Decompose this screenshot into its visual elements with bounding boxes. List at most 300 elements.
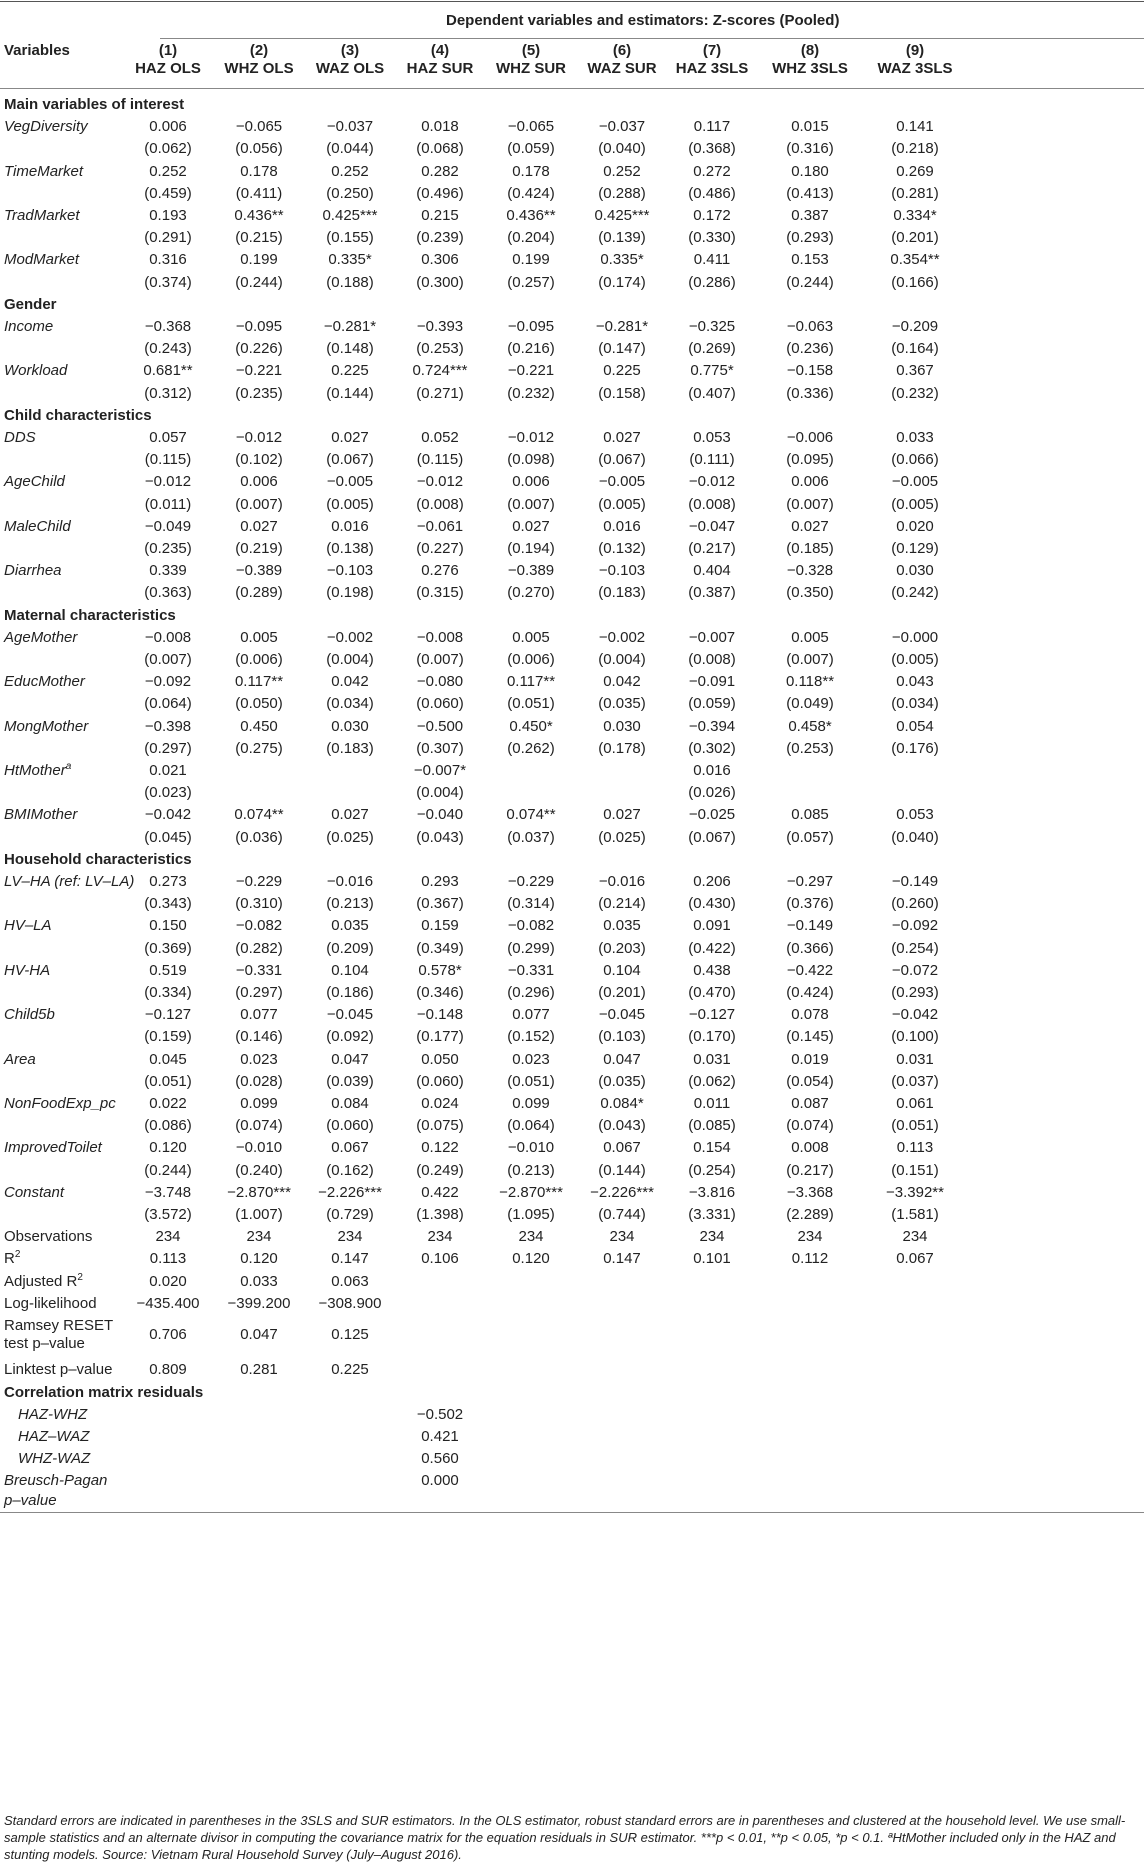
coef-value: 0.045 <box>149 1050 187 1068</box>
coef-value: 0.154 <box>693 1139 731 1157</box>
coef-value: −0.065 <box>235 118 283 136</box>
std-error: (0.037) <box>507 828 555 846</box>
std-error: (0.343) <box>144 895 192 913</box>
coef-value: 0.120 <box>149 1139 187 1157</box>
corr-label: HAZ-WHZ <box>18 1405 88 1423</box>
coef-value: −0.007 <box>688 628 736 646</box>
std-error: (0.004) <box>416 784 464 802</box>
std-error: (0.051) <box>144 1072 192 1090</box>
coef-value: 0.206 <box>693 873 731 890</box>
coef-value: −2.870*** <box>499 1183 563 1201</box>
std-error: (0.244) <box>786 273 834 291</box>
coef-value: 0.030 <box>603 717 641 735</box>
coef-value: −0.008 <box>416 628 464 646</box>
std-error: (0.170) <box>688 1028 736 1046</box>
stat-value: 0.281 <box>240 1361 278 1379</box>
std-error: (0.203) <box>598 939 646 957</box>
std-error: (0.334) <box>144 984 192 1001</box>
coef-value: −0.072 <box>891 961 939 979</box>
coef-value: 0.067 <box>331 1139 369 1157</box>
row-label: Workload <box>4 362 68 380</box>
std-error: (0.293) <box>891 984 939 1001</box>
stat-value: 234 <box>797 1228 823 1246</box>
coef-value: 0.016 <box>331 517 369 535</box>
coef-value: 0.035 <box>331 917 369 935</box>
coef-value: −0.368 <box>144 318 192 335</box>
coef-value: 0.172 <box>693 207 731 224</box>
std-error: (0.007) <box>235 495 283 513</box>
std-error: (0.102) <box>235 451 283 469</box>
std-error: (0.060) <box>416 1072 464 1090</box>
std-error: (0.011) <box>144 495 192 513</box>
std-error: (0.059) <box>688 695 736 713</box>
stat-label: Adjusted $R^2$ <box>4 1271 83 1290</box>
std-error: (0.289) <box>235 584 283 602</box>
std-error: (0.068) <box>416 140 464 158</box>
std-error: (0.244) <box>144 1161 192 1179</box>
row-label: Income <box>4 318 54 335</box>
std-error: (0.424) <box>507 184 555 202</box>
std-error: (0.235) <box>144 540 192 557</box>
std-error: (0.242) <box>891 584 939 602</box>
std-error: (0.363) <box>144 584 192 602</box>
std-error: (0.166) <box>891 273 939 291</box>
coef-value: −2.226*** <box>590 1183 654 1201</box>
coef-value: 0.027 <box>603 429 641 446</box>
corr-value: 0.560 <box>421 1450 459 1468</box>
row-label: AgeChild <box>4 473 65 491</box>
std-error: (0.129) <box>891 540 939 557</box>
coef-value: −0.331 <box>235 961 283 979</box>
coef-value: 0.027 <box>331 429 369 446</box>
std-error: (0.008) <box>688 651 736 668</box>
bp-value: 0.000 <box>421 1472 459 1490</box>
coef-value: 0.354** <box>890 251 940 269</box>
std-error: (0.035) <box>598 1072 646 1090</box>
std-error: (0.744) <box>598 1206 646 1223</box>
std-error: (0.162) <box>326 1161 374 1179</box>
row-label: DDS <box>4 429 36 446</box>
std-error: (0.144) <box>326 384 374 402</box>
coef-value: 0.150 <box>149 917 187 935</box>
coef-value: 0.425*** <box>594 207 650 224</box>
std-error: (0.226) <box>235 340 283 358</box>
std-error: (0.036) <box>235 828 283 846</box>
section-heading: Child characteristics <box>4 406 152 424</box>
coef-value: −0.037 <box>326 118 374 136</box>
column-number: (3) <box>340 42 360 59</box>
std-error: (0.100) <box>891 1028 939 1046</box>
std-error: (0.262) <box>507 739 555 757</box>
row-label: Diarrhea <box>4 562 62 580</box>
std-error: (0.085) <box>688 1117 736 1135</box>
coef-value: −0.091 <box>688 673 736 691</box>
std-error: (0.006) <box>507 651 555 668</box>
stat-value: 0.106 <box>421 1250 459 1268</box>
stat-value: 234 <box>699 1228 725 1246</box>
std-error: (0.054) <box>786 1072 834 1090</box>
coef-value: 0.252 <box>149 162 187 180</box>
coef-value: −0.297 <box>786 873 834 890</box>
std-error: (0.217) <box>688 540 736 557</box>
coef-value: 0.016 <box>603 517 641 535</box>
row-label: Area <box>4 1050 36 1068</box>
std-error: (0.074) <box>235 1117 283 1135</box>
section-heading: Main variables of interest <box>4 96 185 113</box>
coef-value: 0.335* <box>600 251 644 269</box>
std-error: (0.729) <box>326 1206 374 1223</box>
std-error: (0.045) <box>144 828 192 846</box>
std-error: (0.315) <box>416 584 464 602</box>
coef-value: 0.215 <box>421 207 459 224</box>
stat-value: 0.033 <box>240 1272 278 1290</box>
coef-value: −0.394 <box>688 717 736 735</box>
std-error: (0.007) <box>416 651 464 668</box>
std-error: (0.151) <box>891 1161 939 1179</box>
std-error: (0.158) <box>598 384 646 402</box>
std-error: (0.185) <box>786 540 834 557</box>
column-number: (4) <box>430 42 450 59</box>
coef-value: −0.010 <box>235 1139 283 1157</box>
coef-value: 0.180 <box>791 162 829 180</box>
std-error: (0.051) <box>507 1072 555 1090</box>
coef-value: 0.276 <box>421 562 459 580</box>
std-error: (0.007) <box>507 495 555 513</box>
stat-value: 0.809 <box>149 1361 187 1379</box>
stat-label: Linktest p–value <box>4 1361 113 1379</box>
std-error: (0.111) <box>689 451 735 469</box>
std-error: (0.336) <box>786 384 834 402</box>
coef-value: 0.272 <box>693 162 731 180</box>
stat-value: 0.113 <box>149 1250 187 1268</box>
coef-value: −0.149 <box>891 873 939 890</box>
row-label: AgeMother <box>4 628 78 646</box>
stat-value: 234 <box>337 1228 363 1246</box>
coef-value: −2.226*** <box>318 1183 382 1201</box>
std-error: (0.051) <box>891 1117 939 1135</box>
std-error: (0.422) <box>688 939 736 957</box>
column-name: HAZ 3SLS <box>675 60 749 77</box>
std-error: (0.040) <box>598 140 646 158</box>
column-name: WAZ OLS <box>315 60 385 77</box>
corr-value: −0.502 <box>416 1405 464 1423</box>
coef-value: 0.159 <box>421 917 459 935</box>
std-error: (0.064) <box>144 695 192 713</box>
coef-value: 0.681** <box>143 362 193 380</box>
std-error: (0.164) <box>891 340 939 358</box>
stat-value: −435.400 <box>136 1294 200 1312</box>
coef-value: 0.458* <box>788 717 832 735</box>
coef-value: −0.002 <box>598 628 646 646</box>
std-error: (0.218) <box>891 140 939 158</box>
coef-value: −0.281* <box>323 318 377 335</box>
std-error: (0.152) <box>507 1028 555 1046</box>
stat-value: −399.200 <box>227 1294 291 1312</box>
coef-value: 0.006 <box>512 473 550 491</box>
std-error: (0.057) <box>786 828 834 846</box>
coef-value: 0.031 <box>693 1050 731 1068</box>
bottom-rule <box>0 1512 1144 1513</box>
row-label: MaleChild <box>4 517 71 535</box>
coef-value: −0.158 <box>786 362 834 380</box>
coef-value: 0.436** <box>506 207 556 224</box>
coef-value: 0.047 <box>331 1050 369 1068</box>
coef-value: 0.027 <box>791 517 829 535</box>
coef-value: −0.092 <box>144 673 192 691</box>
coef-value: 0.053 <box>896 806 934 824</box>
coef-value: 0.027 <box>240 517 278 535</box>
stat-label-line2: test p–value <box>4 1335 85 1352</box>
std-error: (0.346) <box>416 984 464 1001</box>
coef-value: 0.334* <box>893 207 937 224</box>
coef-value: 0.020 <box>896 517 934 535</box>
row-label: HV–LA <box>4 917 52 935</box>
coef-value: 0.178 <box>512 162 550 180</box>
std-error: (0.312) <box>144 384 192 402</box>
spanner-rule <box>160 38 1144 39</box>
std-error: (0.007) <box>786 651 834 668</box>
coef-value: 0.316 <box>149 251 187 269</box>
coef-value: 0.024 <box>421 1095 459 1112</box>
coef-value: 0.016 <box>693 762 731 779</box>
spanner-header: Dependent variables and estimators: Z-scores (Pooled) <box>446 12 840 29</box>
std-error: (0.260) <box>891 895 939 913</box>
coef-value: −0.148 <box>416 1006 464 1024</box>
coef-value: 0.030 <box>331 717 369 735</box>
std-error: (0.293) <box>786 229 834 247</box>
std-error: (0.270) <box>507 584 555 602</box>
variables-header: Variables <box>4 42 70 59</box>
coef-value: −0.422 <box>786 961 834 979</box>
std-error: (0.349) <box>416 939 464 957</box>
coef-value: −0.103 <box>598 562 646 580</box>
std-error: (0.067) <box>326 451 374 469</box>
std-error: (0.254) <box>891 939 939 957</box>
std-error: (0.291) <box>144 229 192 247</box>
coef-value: 0.282 <box>421 162 459 180</box>
row-label: ImprovedToilet <box>4 1139 102 1157</box>
coef-value: 0.067 <box>603 1139 641 1157</box>
coef-value: −0.002 <box>326 628 374 646</box>
coef-value: 0.091 <box>693 917 731 935</box>
coef-value: 0.225 <box>331 362 369 380</box>
coef-value: −0.016 <box>598 873 646 890</box>
std-error: (0.043) <box>416 828 464 846</box>
coef-value: −0.007* <box>413 762 467 779</box>
coef-value: −0.082 <box>235 917 283 935</box>
row-label: ModMarket <box>4 251 80 269</box>
std-error: (0.374) <box>144 273 192 291</box>
column-name: HAZ SUR <box>406 60 474 77</box>
std-error: (0.044) <box>326 140 374 158</box>
coef-value: −0.065 <box>507 118 555 136</box>
coef-value: 0.023 <box>512 1050 550 1068</box>
stat-value: −308.900 <box>318 1294 382 1312</box>
std-error: (0.198) <box>326 584 374 602</box>
column-number: (2) <box>249 42 269 59</box>
coef-value: 0.425*** <box>322 207 378 224</box>
bp-label-line2: p–value <box>4 1492 57 1510</box>
std-error: (0.155) <box>326 229 374 247</box>
coef-value: 0.104 <box>603 961 641 979</box>
coef-value: 0.387 <box>791 207 829 224</box>
std-error: (0.254) <box>688 1161 736 1179</box>
std-error: (0.236) <box>786 340 834 358</box>
std-error: (0.159) <box>144 1028 192 1046</box>
coef-value: 0.252 <box>331 162 369 180</box>
std-error: (0.300) <box>416 273 464 291</box>
std-error: (0.232) <box>891 384 939 402</box>
column-number: (9) <box>905 42 925 59</box>
coef-value: −0.281* <box>595 318 649 335</box>
coef-value: 0.084 <box>331 1095 369 1112</box>
coef-value: −0.005 <box>326 473 374 491</box>
std-error: (0.035) <box>598 695 646 713</box>
coef-value: −0.095 <box>235 318 283 335</box>
coef-value: 0.006 <box>791 473 829 491</box>
coef-value: 0.077 <box>512 1006 550 1024</box>
row-label: LV–HA (ref: LV–LA) <box>4 873 135 890</box>
stat-value: 0.147 <box>603 1250 641 1268</box>
coef-value: 0.519 <box>149 961 187 979</box>
coef-value: 0.113 <box>896 1139 934 1157</box>
coef-value: 0.005 <box>512 628 550 646</box>
coef-value: 0.436** <box>234 207 284 224</box>
coef-value: 0.273 <box>149 873 187 890</box>
column-name: WHZ 3SLS <box>772 60 848 77</box>
coef-value: 0.104 <box>331 961 369 979</box>
std-error: (0.282) <box>235 939 283 957</box>
std-error: (0.075) <box>416 1117 464 1135</box>
coef-value: 0.404 <box>693 562 731 580</box>
std-error: (0.269) <box>688 340 736 358</box>
coef-value: −0.042 <box>891 1006 939 1024</box>
coef-value: 0.022 <box>149 1095 187 1112</box>
std-error: (0.066) <box>891 451 939 469</box>
std-error: (0.146) <box>235 1028 283 1046</box>
std-error: (0.008) <box>416 495 464 513</box>
std-error: (0.470) <box>688 984 736 1001</box>
std-error: (0.201) <box>598 984 646 1001</box>
std-error: (0.062) <box>144 140 192 158</box>
std-error: (0.316) <box>786 140 834 158</box>
coef-value: −0.398 <box>144 717 192 735</box>
std-error: (0.178) <box>598 739 646 757</box>
stat-value: 0.147 <box>331 1250 369 1268</box>
std-error: (0.430) <box>688 895 736 913</box>
std-error: (0.025) <box>598 828 646 846</box>
coef-value: −0.325 <box>688 318 736 335</box>
std-error: (0.060) <box>326 1117 374 1135</box>
coef-value: −0.012 <box>688 473 736 491</box>
std-error: (0.201) <box>891 229 939 247</box>
coef-value: −0.012 <box>144 473 192 491</box>
std-error: (0.239) <box>416 229 464 247</box>
coef-value: 0.085 <box>791 806 829 824</box>
coef-value: 0.117** <box>506 673 556 691</box>
coef-value: −0.008 <box>144 628 192 646</box>
row-label: MongMother <box>4 717 89 735</box>
coef-value: −0.209 <box>891 318 939 335</box>
std-error: (0.240) <box>235 1161 283 1179</box>
stat-value: 0.101 <box>693 1250 731 1268</box>
std-error: (0.253) <box>786 739 834 757</box>
std-error: (0.204) <box>507 229 555 247</box>
row-label: NonFoodExp_pc <box>4 1095 116 1112</box>
stat-value: 234 <box>155 1228 181 1246</box>
coef-value: 0.087 <box>791 1095 829 1112</box>
coef-value: 0.578* <box>418 961 462 979</box>
coef-value: 0.023 <box>240 1050 278 1068</box>
coef-value: 0.084* <box>600 1095 644 1112</box>
column-name: WAZ SUR <box>587 60 657 77</box>
row-label: BMIMother <box>4 806 78 824</box>
coef-value: 0.018 <box>421 118 459 136</box>
std-error: (0.138) <box>326 540 374 557</box>
std-error: (0.215) <box>235 229 283 247</box>
std-error: (0.213) <box>326 895 374 913</box>
std-error: (1.581) <box>891 1206 939 1223</box>
coef-value: −3.748 <box>144 1183 192 1201</box>
std-error: (1.007) <box>235 1206 283 1223</box>
row-label: HV-HA <box>4 961 51 979</box>
coef-value: 0.052 <box>421 429 459 446</box>
std-error: (0.288) <box>598 184 646 202</box>
std-error: (0.039) <box>326 1072 374 1090</box>
coef-value: 0.043 <box>896 673 934 691</box>
coef-value: −0.010 <box>507 1139 555 1157</box>
std-error: (0.271) <box>416 384 464 402</box>
std-error: (0.368) <box>688 140 736 158</box>
stat-label: Ramsey RESET <box>4 1317 114 1334</box>
coef-value: 0.335* <box>328 251 372 269</box>
std-error: (0.413) <box>786 184 834 202</box>
std-error: (3.572) <box>144 1206 192 1223</box>
std-error: (0.296) <box>507 984 555 1001</box>
std-error: (0.253) <box>416 340 464 358</box>
std-error: (0.186) <box>326 984 374 1001</box>
std-error: (0.059) <box>507 140 555 158</box>
std-error: (0.023) <box>144 784 192 802</box>
corr-value: 0.421 <box>421 1428 459 1445</box>
std-error: (0.250) <box>326 184 374 202</box>
std-error: (0.257) <box>507 273 555 291</box>
std-error: (0.008) <box>688 495 736 513</box>
coef-value: −3.816 <box>688 1183 736 1201</box>
std-error: (0.005) <box>598 495 646 513</box>
std-error: (1.398) <box>416 1206 464 1223</box>
std-error: (0.005) <box>326 495 374 513</box>
coef-value: −0.005 <box>598 473 646 491</box>
coef-value: 0.027 <box>603 806 641 824</box>
coef-value: 0.027 <box>512 517 550 535</box>
stat-value: 0.063 <box>331 1272 369 1290</box>
coef-value: 0.035 <box>603 917 641 935</box>
std-error: (0.098) <box>507 451 555 469</box>
coef-value: −0.005 <box>891 473 939 491</box>
std-error: (0.424) <box>786 984 834 1001</box>
stat-value: 234 <box>902 1228 928 1246</box>
std-error: (0.194) <box>507 540 555 557</box>
std-error: (0.411) <box>235 184 283 202</box>
coef-value: −0.061 <box>416 517 464 535</box>
coef-value: 0.005 <box>240 628 278 646</box>
coef-value: 0.724*** <box>412 362 468 380</box>
coef-value: −0.049 <box>144 517 192 535</box>
stat-value: 0.706 <box>149 1326 187 1343</box>
row-label: TimeMarket <box>4 162 84 180</box>
std-error: (0.092) <box>326 1028 374 1046</box>
